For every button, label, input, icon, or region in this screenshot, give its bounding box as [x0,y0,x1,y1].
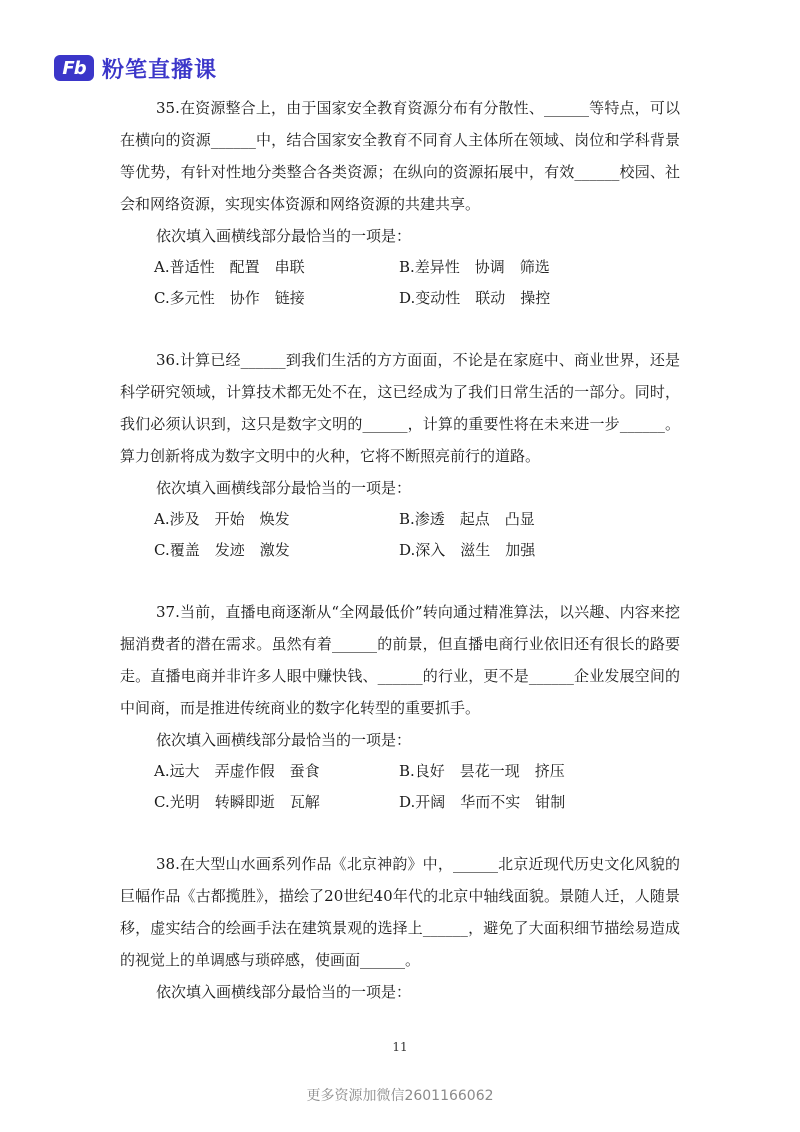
document-body [120,92,680,1038]
question-prompt: 依次填入画横线部分最恰当的一项是： [156,731,412,749]
option-b: B.差异性 协调 筛选 [399,258,550,276]
option-c: C.多元性 协作 链接 [154,289,305,307]
question-36 [120,344,680,566]
question-text: 36.计算已经______到我们生活的方方面面，不论是在家庭中、商业世界，还是科学研究领域，计算技术都无处不在，这已经成为了我们日常生活的一部分。同时，我们必须认识到，这只是数字文明的______，计算的重要性将在未来进一步______。算力创新将成为数字文明中的火种，它将不断照亮前行的道路。 [120,351,680,465]
brand-logo-icon: Fb [54,55,94,81]
option-c: C.覆盖 发迹 激发 [154,541,290,559]
page-number: 11 [392,1040,408,1054]
question-37 [120,596,680,818]
option-list [154,756,680,818]
question-text: 37.当前，直播电商逐渐从“全网最低价”转向通过精准算法，以兴趣、内容来挖掘消费者的潜在需求。虽然有着______的前景，但直播电商行业依旧还有很长的路要走。直播电商并非许多人眼中赚快钱、______的行业，更不是______企业发展空间的中间商，而是推进传统商业的数字化转型的重要抓手。 [120,603,680,717]
option-d: D.深入 滋生 加强 [399,541,536,559]
option-b: B.渗透 起点 凸显 [399,510,535,528]
question-prompt: 依次填入画横线部分最恰当的一项是： [156,227,412,245]
option-a: A.远大 弄虚作假 蚕食 [154,762,320,780]
option-b: B.良好 昙花一现 挤压 [399,762,565,780]
question-35 [120,92,680,314]
brand-name: 粉笔直播课 [102,57,218,83]
question-prompt: 依次填入画横线部分最恰当的一项是： [156,479,412,497]
option-c: C.光明 转瞬即逝 瓦解 [154,793,320,811]
question-text: 38.在大型山水画系列作品《北京神韵》中，______北京近现代历史文化风貌的巨幅作品《古都揽胜》，描绘了20世纪40年代的北京中轴线面貌。景随人迁，人随景移，虚实结合的绘画手法在建筑景观的选择上______，避免了大面积细节描绘易造成的视觉上的单调感与琐碎感，使画面______。 [120,855,680,969]
footer-watermark: 更多资源加微信2601166062 [306,1088,494,1104]
option-a: A.涉及 开始 焕发 [154,510,290,528]
option-list [154,252,680,314]
question-text: 35.在资源整合上，由于国家安全教育资源分布有分散性、______等特点，可以在横向的资源______中，结合国家安全教育不同育人主体所在领域、岗位和学科背景等优势，有针对性地分类整合各类资源；在纵向的资源拓展中，有效______校园、社会和网络资源，实现实体资源和网络资源的共建共享。 [120,99,680,213]
option-d: D.变动性 联动 操控 [399,289,551,307]
question-38 [120,848,680,1008]
option-d: D.开阔 华而不实 钳制 [399,793,566,811]
question-prompt: 依次填入画横线部分最恰当的一项是： [156,983,412,1001]
option-list [154,504,680,566]
brand-header [54,50,217,86]
option-a: A.普适性 配置 串联 [154,258,305,276]
